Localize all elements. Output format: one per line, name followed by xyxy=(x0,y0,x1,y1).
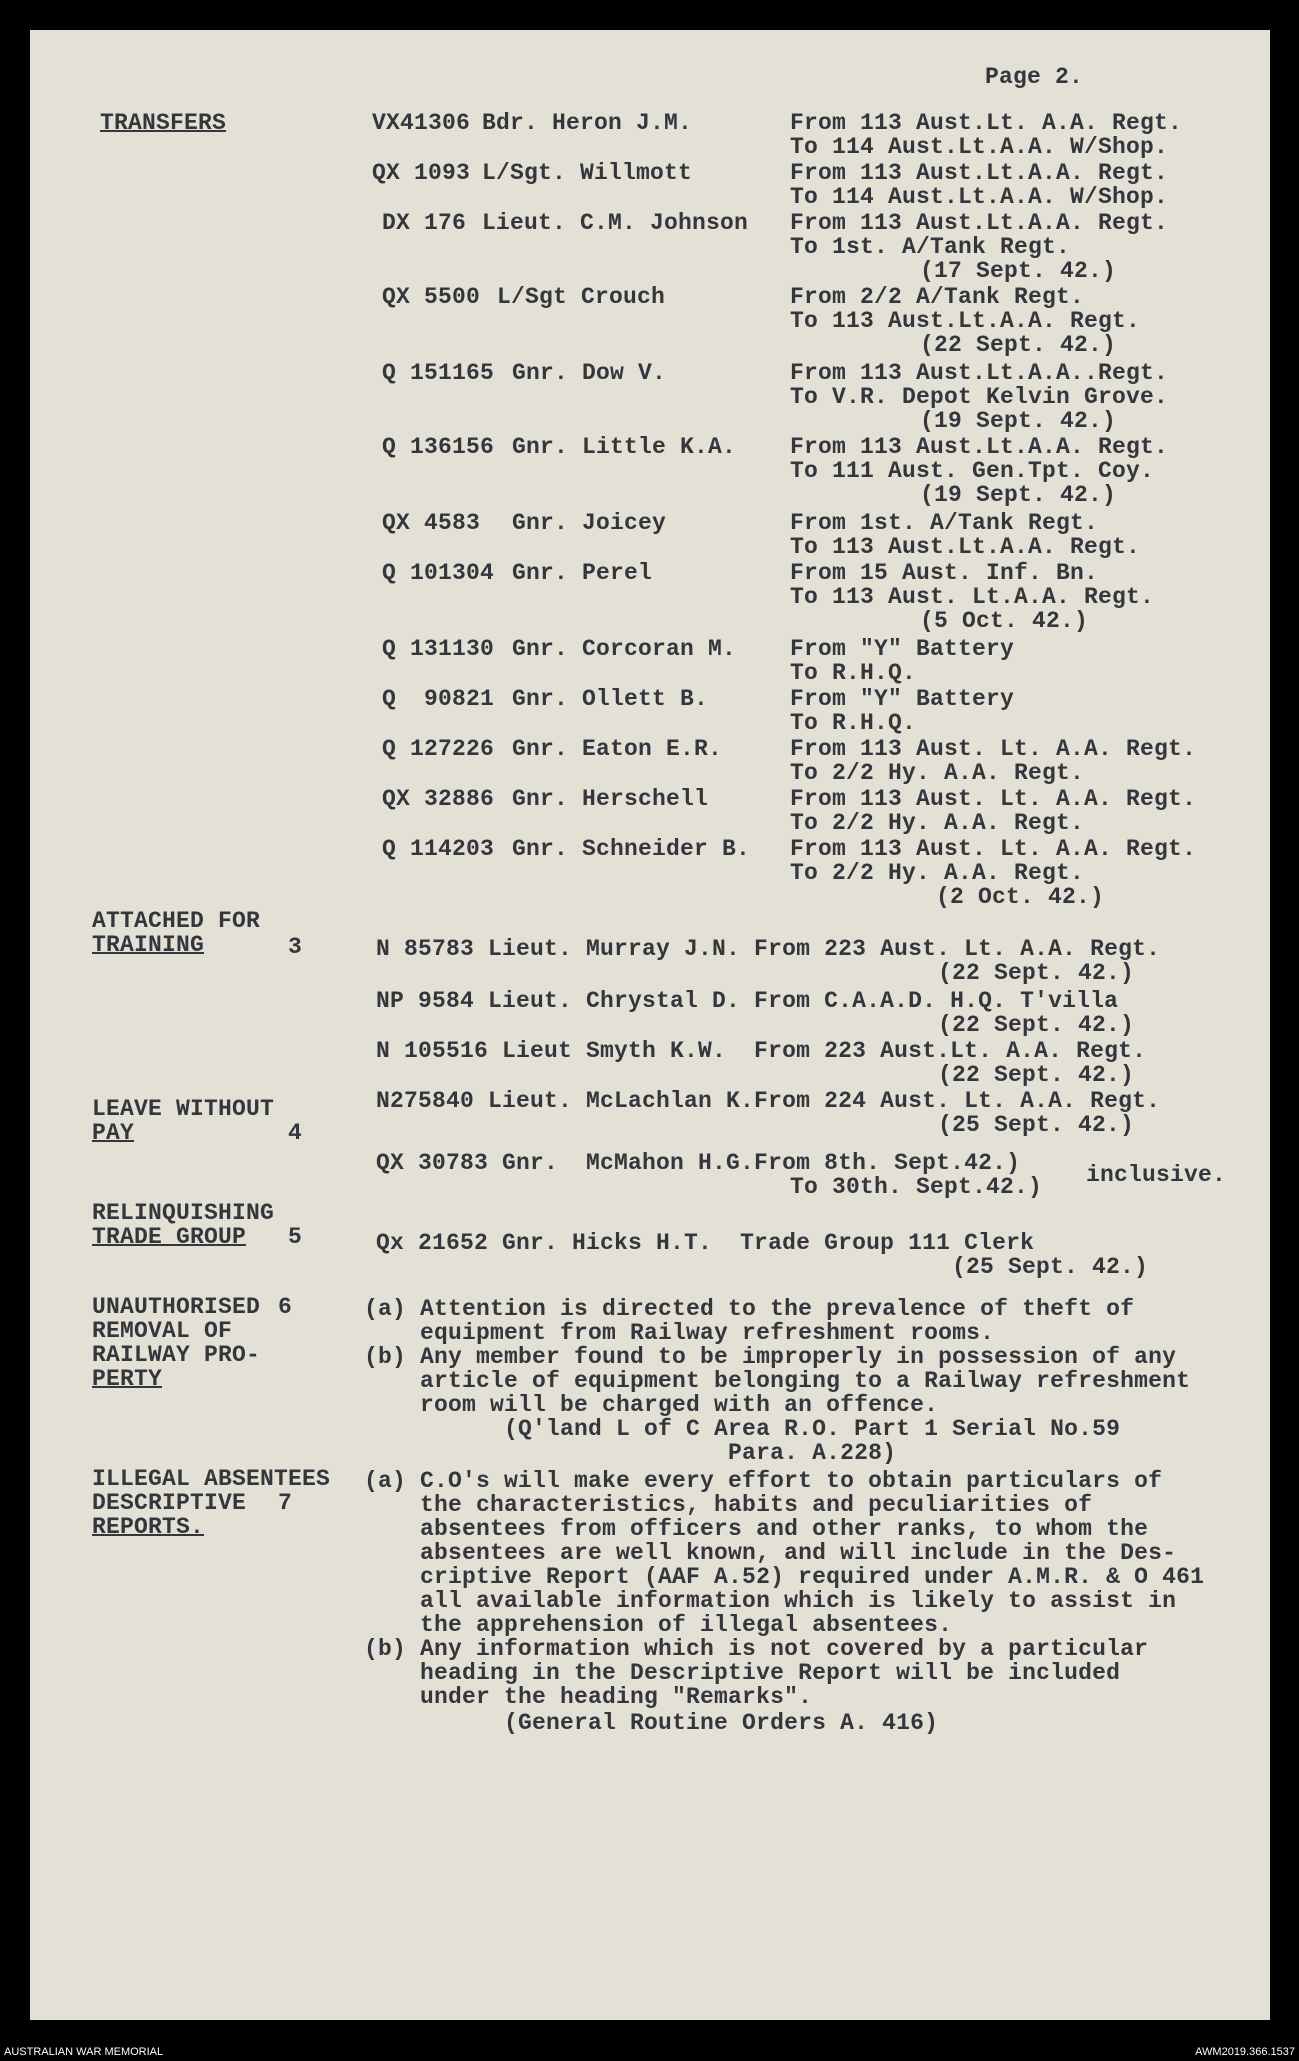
attached-date: (22 Sept. 42.) xyxy=(938,960,1135,986)
order-text-line: all available information which is likely to assist in xyxy=(364,1588,1177,1614)
footer-reference-id: AWM2019.366.1537 xyxy=(1195,2046,1295,2058)
order-reference: Para. A.228) xyxy=(364,1440,897,1466)
section-number: 4 xyxy=(288,1120,303,1146)
transfer-date: (2 Oct. 42.) xyxy=(936,884,1105,910)
transfer-detail: To 113 Aust.Lt.A.A. Regt. xyxy=(790,308,1141,334)
section-heading-reports: REPORTS. xyxy=(92,1514,205,1540)
order-text-line: article of equipment belonging to a Railway refreshment xyxy=(364,1368,1191,1394)
order-text-line: absentees from officers and other ranks, to whom the xyxy=(364,1516,1149,1542)
order-reference: (General Routine Orders A. 416) xyxy=(364,1710,939,1736)
transfer-detail: From 113 Aust. Lt. A.A. Regt. xyxy=(790,836,1197,862)
transfer-rank-name: Gnr. Ollett B. xyxy=(512,686,709,712)
section-heading-railway: RAILWAY PRO- xyxy=(92,1342,261,1368)
transfer-detail: From 113 Aust.Lt.A.A..Regt. xyxy=(790,360,1169,386)
transfer-rank-name: Gnr. Corcoran M. xyxy=(512,636,737,662)
order-text-line: criptive Report (AAF A.52) required under A.M.R. & O 461 xyxy=(364,1564,1205,1590)
transfer-number: DX 176 xyxy=(382,210,467,236)
section-heading-descriptive: DESCRIPTIVE xyxy=(92,1490,247,1516)
section-heading-attached: ATTACHED FOR xyxy=(92,908,261,934)
leave-entry: QX 30783 Gnr. McMahon H.G.From 8th. Sept.42.) xyxy=(376,1150,1021,1176)
transfer-detail: From 113 Aust.Lt.A.A. Regt. xyxy=(790,160,1169,186)
transfer-detail: From 15 Aust. Inf. Bn. xyxy=(790,560,1099,586)
transfer-detail: To 2/2 Hy. A.A. Regt. xyxy=(790,760,1085,786)
transfer-detail: From 113 Aust. Lt. A.A. Regt. xyxy=(790,736,1197,762)
transfer-number: Q 151165 xyxy=(382,360,495,386)
section-number: 5 xyxy=(288,1224,303,1250)
attached-entry: N 105516 Lieut Smyth K.W. From 223 Aust.Lt. A.A. Regt. xyxy=(376,1038,1147,1064)
transfer-detail: To 111 Aust. Gen.Tpt. Coy. xyxy=(790,458,1155,484)
section-heading-trade-group: TRADE GROUP xyxy=(92,1224,247,1250)
transfer-date: (22 Sept. 42.) xyxy=(920,332,1117,358)
footer-archive-name: AUSTRALIAN WAR MEMORIAL xyxy=(4,2046,164,2058)
transfer-date: (19 Sept. 42.) xyxy=(920,408,1117,434)
transfer-number: Q 90821 xyxy=(382,686,495,712)
transfer-detail: To 113 Aust. Lt.A.A. Regt. xyxy=(790,584,1155,610)
transfer-rank-name: L/Sgt. Willmott xyxy=(482,160,693,186)
transfer-rank-name: Gnr. Schneider B. xyxy=(512,836,751,862)
transfer-number: Q 101304 xyxy=(382,560,495,586)
section-heading-removal: REMOVAL OF xyxy=(92,1318,233,1344)
transfer-detail: To R.H.Q. xyxy=(790,660,917,686)
order-text-line: under the heading "Remarks". xyxy=(364,1684,813,1710)
page-number: Page 2. xyxy=(985,64,1084,90)
transfer-detail: From 2/2 A/Tank Regt. xyxy=(790,284,1085,310)
attached-entry: NP 9584 Lieut. Chrystal D. From C.A.A.D. H.Q. T'villa xyxy=(376,988,1119,1014)
transfer-detail: From 113 Aust.Lt.A.A. Regt. xyxy=(790,210,1169,236)
relinquishing-entry: Qx 21652 Gnr. Hicks H.T. Trade Group 111 Clerk xyxy=(376,1230,1035,1256)
transfer-date: (5 Oct. 42.) xyxy=(920,608,1089,634)
section-heading-pay: PAY xyxy=(92,1120,135,1146)
section-heading-relinquishing: RELINQUISHING xyxy=(92,1200,275,1226)
transfer-detail: From "Y" Battery xyxy=(790,686,1015,712)
relinquishing-date: (25 Sept. 42.) xyxy=(952,1254,1149,1280)
transfer-rank-name: Lieut. C.M. Johnson xyxy=(482,210,749,236)
transfer-number: QX 4583 xyxy=(382,510,481,536)
transfer-rank-name: Gnr. Eaton E.R. xyxy=(512,736,723,762)
transfer-detail: To 114 Aust.Lt.A.A. W/Shop. xyxy=(790,184,1169,210)
transfer-number: VX41306 xyxy=(372,110,471,136)
order-text-line: the characteristics, habits and peculiarities of xyxy=(364,1492,1093,1518)
section-number: 7 xyxy=(278,1490,293,1516)
transfer-number: Q 136156 xyxy=(382,434,495,460)
section-heading-unauthorised: UNAUTHORISED xyxy=(92,1294,261,1320)
order-text-line: room will be charged with an offence. xyxy=(364,1392,939,1418)
transfer-detail: To R.H.Q. xyxy=(790,710,917,736)
section-heading-leave: LEAVE WITHOUT xyxy=(92,1096,275,1122)
section-heading-training: TRAINING xyxy=(92,932,205,958)
order-text-line: absentees are well known, and will include in the Des- xyxy=(364,1540,1177,1566)
section-number: 3 xyxy=(288,934,303,960)
transfer-detail: From 113 Aust.Lt. A.A. Regt. xyxy=(790,110,1183,136)
section-heading-transfers: TRANSFERS xyxy=(100,110,227,136)
transfer-number: Q 114203 xyxy=(382,836,495,862)
transfer-detail: To 1st. A/Tank Regt. xyxy=(790,234,1071,260)
transfer-detail: To 113 Aust.Lt.A.A. Regt. xyxy=(790,534,1141,560)
order-text-line: (a) Attention is directed to the prevalence of theft of xyxy=(364,1296,1135,1322)
order-text-line: equipment from Railway refreshment rooms. xyxy=(364,1320,995,1346)
transfer-detail: To 2/2 Hy. A.A. Regt. xyxy=(790,810,1085,836)
transfer-rank-name: Gnr. Dow V. xyxy=(512,360,667,386)
attached-date: (25 Sept. 42.) xyxy=(938,1112,1135,1138)
transfer-rank-name: Bdr. Heron J.M. xyxy=(482,110,693,136)
order-reference: (Q'land L of C Area R.O. Part 1 Serial No.59 xyxy=(364,1416,1121,1442)
transfer-date: (19 Sept. 42.) xyxy=(920,482,1117,508)
transfer-number: QX 5500 xyxy=(382,284,481,310)
order-text-line: heading in the Descriptive Report will be included xyxy=(364,1660,1121,1686)
transfer-rank-name: Gnr. Perel xyxy=(512,560,653,586)
transfer-detail: From 113 Aust.Lt.A.A. Regt. xyxy=(790,434,1169,460)
transfer-number: QX 1093 xyxy=(372,160,471,186)
transfer-detail: To 2/2 Hy. A.A. Regt. xyxy=(790,860,1085,886)
leave-inclusive: inclusive. xyxy=(1086,1162,1227,1188)
transfer-rank-name: L/Sgt Crouch xyxy=(497,284,666,310)
transfer-detail: From 113 Aust. Lt. A.A. Regt. xyxy=(790,786,1197,812)
attached-entry: N 85783 Lieut. Murray J.N. From 223 Aust. Lt. A.A. Regt. xyxy=(376,936,1161,962)
order-text-line: (b) Any information which is not covered by a particular xyxy=(364,1636,1149,1662)
transfer-detail: To 114 Aust.Lt.A.A. W/Shop. xyxy=(790,134,1169,160)
transfer-date: (17 Sept. 42.) xyxy=(920,258,1117,284)
transfer-detail: From "Y" Battery xyxy=(790,636,1015,662)
leave-entry-to: To 30th. Sept.42.) xyxy=(790,1174,1043,1200)
attached-date: (22 Sept. 42.) xyxy=(938,1012,1135,1038)
transfer-detail: To V.R. Depot Kelvin Grove. xyxy=(790,384,1169,410)
transfer-detail: From 1st. A/Tank Regt. xyxy=(790,510,1099,536)
transfer-number: QX 32886 xyxy=(382,786,495,812)
transfer-number: Q 127226 xyxy=(382,736,495,762)
section-heading-illegal: ILLEGAL ABSENTEES xyxy=(92,1466,331,1492)
order-text-line: the apprehension of illegal absentees. xyxy=(364,1612,953,1638)
order-text-line: (b) Any member found to be improperly in possession of any xyxy=(364,1344,1177,1370)
transfer-rank-name: Gnr. Herschell xyxy=(512,786,709,812)
document-page xyxy=(30,30,1270,2020)
transfer-rank-name: Gnr. Joicey xyxy=(512,510,667,536)
section-number: 6 xyxy=(278,1294,293,1320)
order-text-line: (a) C.O's will make every effort to obtain particulars of xyxy=(364,1468,1163,1494)
section-heading-property: PERTY xyxy=(92,1366,163,1392)
transfer-number: Q 131130 xyxy=(382,636,495,662)
attached-date: (22 Sept. 42.) xyxy=(938,1062,1135,1088)
transfer-rank-name: Gnr. Little K.A. xyxy=(512,434,737,460)
attached-entry: N275840 Lieut. McLachlan K.From 224 Aust. Lt. A.A. Regt. xyxy=(376,1088,1161,1114)
